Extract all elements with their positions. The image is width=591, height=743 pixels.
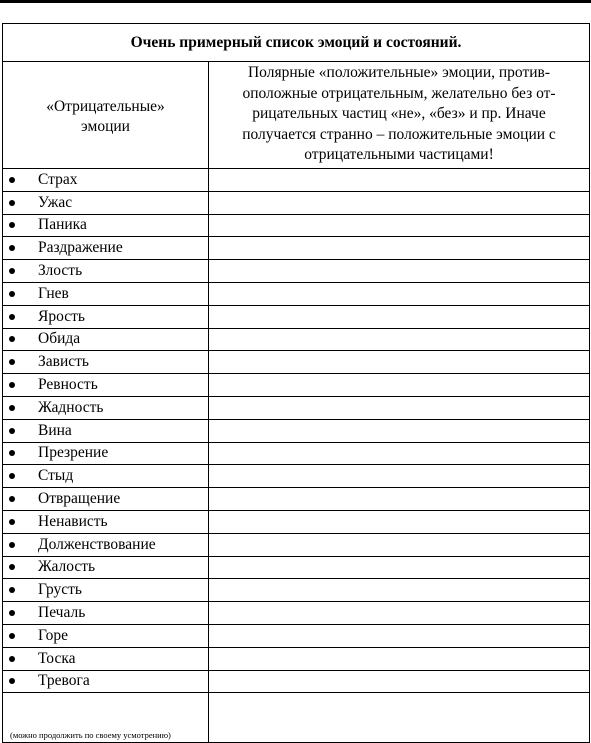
top-rule [0, 0, 591, 3]
emotion-label: Долженствование [38, 535, 156, 553]
bullet-icon [9, 610, 15, 616]
emotion-label: Горе [38, 626, 68, 644]
positive-emotion-cell[interactable] [209, 396, 590, 419]
emotion-label: Жадность [38, 398, 104, 416]
table-row [3, 556, 590, 579]
table-row [3, 579, 590, 602]
bullet-icon [9, 473, 15, 479]
positive-emotion-cell[interactable] [209, 693, 590, 743]
table-row [3, 328, 590, 351]
emotion-cell [3, 556, 209, 579]
positive-emotion-cell[interactable] [209, 624, 590, 647]
emotion-cell [3, 351, 209, 374]
bullet-icon [9, 496, 15, 502]
bullet-icon [9, 450, 15, 456]
emotions-table [2, 23, 590, 743]
emotion-label: Тревога [38, 672, 90, 690]
emotion-label: Ужас [38, 193, 73, 211]
emotion-cell [3, 305, 209, 328]
emotion-cell [3, 396, 209, 419]
positive-emotion-cell[interactable] [209, 510, 590, 533]
emotion-label: Ненависть [38, 512, 108, 530]
table-row [3, 237, 590, 260]
emotion-label: Злость [38, 262, 83, 280]
emotion-label: Тоска [38, 649, 76, 667]
emotion-cell [3, 260, 209, 283]
table-row [3, 191, 590, 214]
positive-emotion-cell[interactable] [209, 282, 590, 305]
positive-emotions-header: Полярные «положительные» эмоции, против- оположные отрицательным, желательно без от- рицательных частиц «не», «без» и пр. Иначе получается странно – положительные эмоции с отрицательными частицами! [209, 62, 590, 169]
positive-emotion-cell[interactable] [209, 237, 590, 260]
bullet-icon [9, 336, 15, 342]
table-row [3, 647, 590, 670]
table-row [3, 169, 590, 192]
emotion-label: Паника [38, 216, 87, 234]
emotion-cell [3, 488, 209, 511]
positive-emotion-cell[interactable] [209, 670, 590, 693]
bullet-icon [9, 678, 15, 684]
emotion-cell [3, 579, 209, 602]
bullet-icon [9, 268, 15, 274]
bullet-icon [9, 405, 15, 411]
table-row [3, 260, 590, 283]
emotion-label: Ревность [38, 376, 98, 394]
emotion-label: Печаль [38, 604, 86, 622]
table-row [3, 351, 590, 374]
bullet-icon [9, 245, 15, 251]
bullet-icon [9, 314, 15, 320]
positive-emotion-cell[interactable] [209, 602, 590, 625]
emotion-label: Жалость [38, 558, 96, 576]
bullet-icon [9, 222, 15, 228]
positive-emotion-cell[interactable] [209, 169, 590, 192]
table-row [3, 396, 590, 419]
emotion-cell [3, 510, 209, 533]
emotion-label: Зависть [38, 353, 89, 371]
emotion-cell [3, 533, 209, 556]
emotion-label: Отвращение [38, 490, 121, 508]
emotion-cell [3, 282, 209, 305]
positive-emotion-cell[interactable] [209, 579, 590, 602]
positive-emotion-cell[interactable] [209, 533, 590, 556]
positive-emotion-cell[interactable] [209, 328, 590, 351]
emotion-label: Ярость [38, 307, 85, 325]
table-row [3, 670, 590, 693]
table-row [3, 374, 590, 397]
table-row [3, 510, 590, 533]
positive-emotion-cell[interactable] [209, 556, 590, 579]
emotion-label: Стыд [38, 467, 74, 485]
emotion-label: Страх [38, 170, 78, 188]
table-title: Очень примерный список эмоций и состояний. [3, 24, 590, 62]
bullet-icon [9, 633, 15, 639]
table-row [3, 533, 590, 556]
table-row [3, 465, 590, 488]
positive-emotion-cell[interactable] [209, 442, 590, 465]
negative-emotions-header: «Отрицательные» эмоции [3, 62, 209, 169]
emotion-label: Грусть [38, 581, 83, 599]
emotion-cell [3, 328, 209, 351]
emotion-cell [3, 419, 209, 442]
emotion-label: Гнев [38, 284, 69, 302]
emotion-cell [3, 169, 209, 192]
emotion-cell [3, 374, 209, 397]
table-row [3, 442, 590, 465]
bullet-icon [9, 200, 15, 206]
emotion-cell [3, 237, 209, 260]
emotion-cell [3, 214, 209, 237]
positive-emotion-cell[interactable] [209, 260, 590, 283]
emotion-cell [3, 602, 209, 625]
positive-emotion-cell[interactable] [209, 374, 590, 397]
positive-emotion-cell[interactable] [209, 488, 590, 511]
table-row [3, 214, 590, 237]
positive-emotion-cell[interactable] [209, 305, 590, 328]
emotion-label: Презрение [38, 444, 109, 462]
emotion-cell [3, 442, 209, 465]
positive-emotion-cell[interactable] [209, 465, 590, 488]
table-row [3, 624, 590, 647]
table-row [3, 305, 590, 328]
emotion-cell [3, 624, 209, 647]
positive-emotion-cell[interactable] [209, 351, 590, 374]
bullet-icon [9, 359, 15, 365]
table-row [3, 419, 590, 442]
table-row-extra [3, 693, 590, 743]
bullet-icon [9, 382, 15, 388]
positive-emotion-cell[interactable] [209, 647, 590, 670]
positive-emotion-cell[interactable] [209, 214, 590, 237]
bullet-icon [9, 587, 15, 593]
bullet-icon [9, 519, 15, 525]
emotion-label: Вина [38, 421, 72, 439]
bullet-icon [9, 428, 15, 434]
continue-note: (можно продолжить по своему усмотрению) [3, 693, 209, 743]
bullet-icon [9, 656, 15, 662]
emotion-cell [3, 670, 209, 693]
emotion-cell [3, 647, 209, 670]
bullet-icon [9, 564, 15, 570]
positive-emotion-cell[interactable] [209, 419, 590, 442]
bullet-icon [9, 542, 15, 548]
emotion-label: Обида [38, 330, 81, 348]
positive-emotion-cell[interactable] [209, 191, 590, 214]
emotion-cell [3, 465, 209, 488]
bullet-icon [9, 177, 15, 183]
emotion-label: Раздражение [38, 239, 123, 257]
emotion-cell [3, 191, 209, 214]
table-row [3, 488, 590, 511]
table-row [3, 282, 590, 305]
bullet-icon [9, 291, 15, 297]
table-row [3, 602, 590, 625]
